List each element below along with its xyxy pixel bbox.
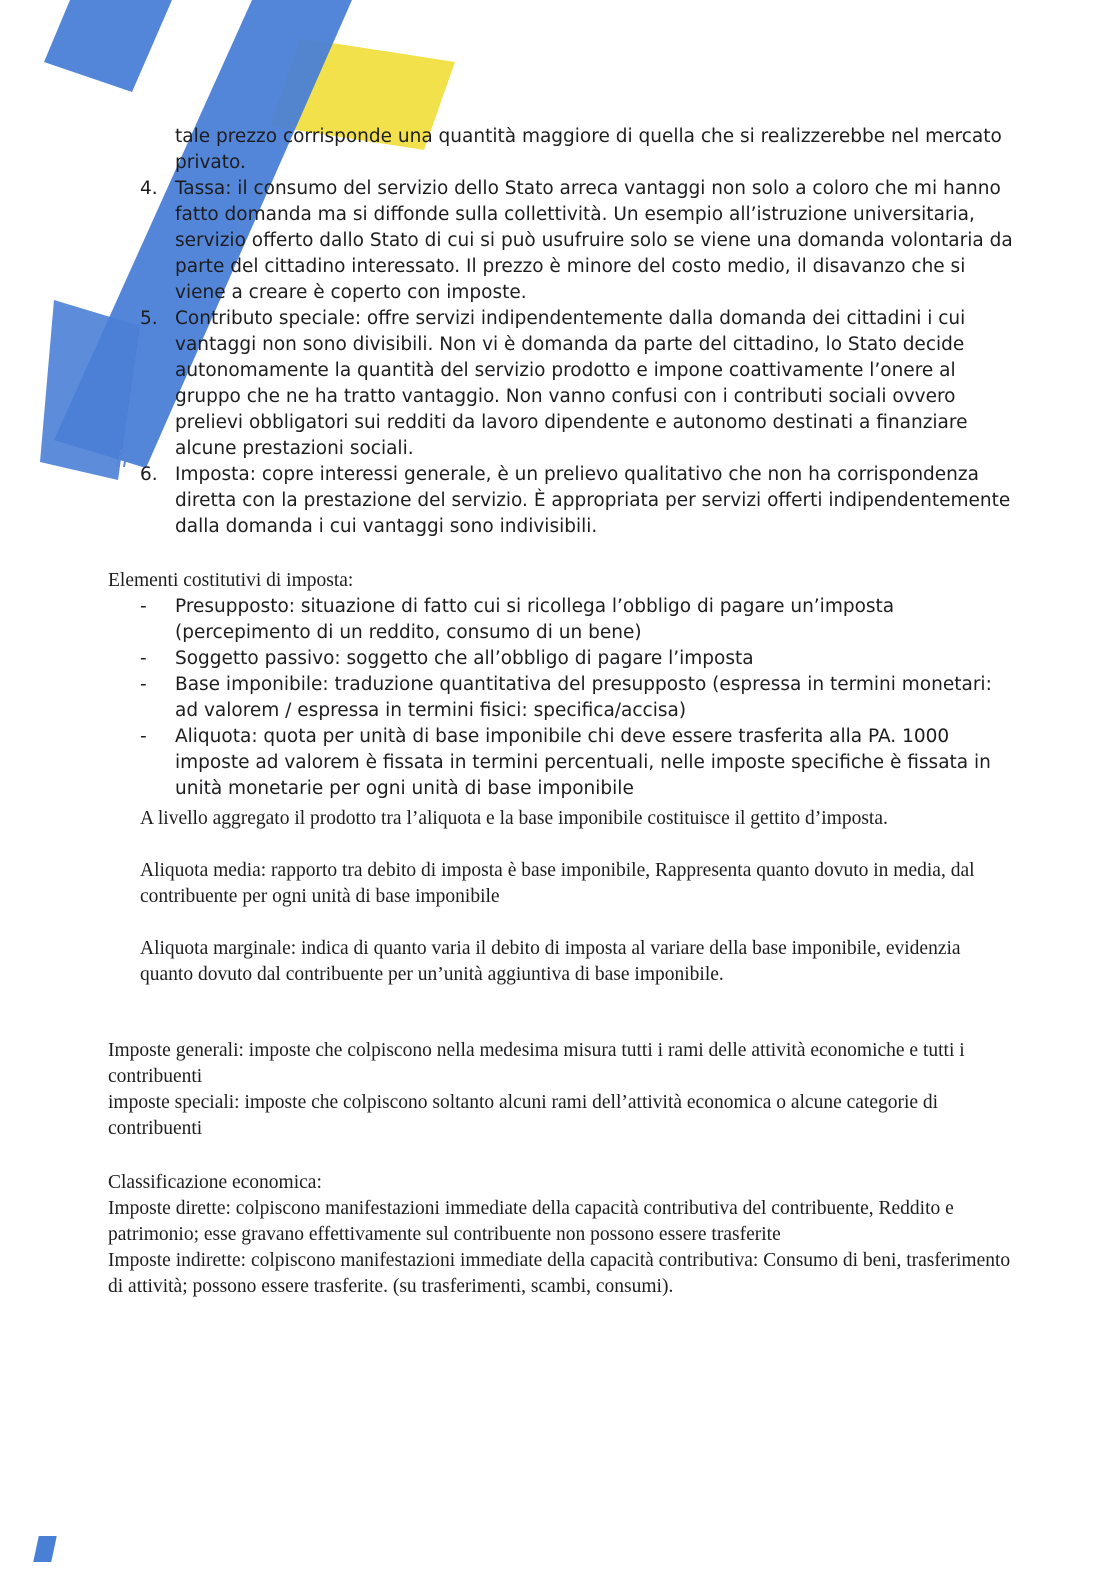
paragraph-aliquota-media: Aliquota media: rapporto tra debito di imposta è base imponibile, Rappresenta quanto dovuto in media, dal contribuente per ogni unità di base imponibile	[140, 860, 975, 907]
list-item	[140, 176, 1013, 306]
bullet-item	[140, 646, 1013, 672]
elements-bullet-list	[108, 594, 1013, 802]
list-item-number: 4.	[140, 178, 158, 199]
bullet-dash: -	[140, 674, 147, 695]
list-item-text: Imposta: copre interessi generale, è un prelievo qualitativo che non ha corrispondenza diretta con la prestazione del servizio. È appropriata per servizi offerti indipendentemente dalla domanda i cui vantaggi sono indivisibili.	[175, 464, 1011, 537]
watermark-blue-band-top	[44, 0, 172, 92]
spacer	[108, 910, 1013, 936]
spacer	[108, 832, 1013, 858]
paragraph-imposte-generali: Imposte generali: imposte che colpiscono nella medesima misura tutti i rami delle attività economiche e tutti i contribuenti	[108, 1040, 965, 1087]
bullet-item	[140, 672, 1013, 724]
section-heading-classificazione: Classificazione economica:	[108, 1172, 322, 1193]
list-item-number: 5.	[140, 308, 158, 329]
spacer	[108, 540, 1013, 568]
bullet-text: Aliquota: quota per unità di base imponibile chi deve essere trasferita alla PA. 1000 imposte ad valorem è fissata in termini percentuali, nelle imposte specifiche è fissata in unità monetarie per ogni unità di base imponibile	[175, 726, 991, 799]
bullet-dash: -	[140, 648, 147, 669]
paragraph-imposte-dirette: Imposte dirette: colpiscono manifestazioni immediate della capacità contributiva del contribuente, Reddito e patrimonio; esse gravano effettivamente sul contribuente non possono essere trasferite	[108, 1198, 954, 1245]
paragraph-imposte-indirette: Imposte indirette: colpiscono manifestazioni immediate della capacità contributiva: Consumo di beni, trasferimento di attività; possono essere trasferite. (su trasferimenti, scambi, consumi).	[108, 1250, 1011, 1297]
bullet-item	[140, 594, 1013, 646]
list-item-text: Contributo speciale: offre servizi indipendentemente dalla domanda dei cittadini i cui vantaggi non sono divisibili. Non vi è domanda da parte del cittadino, lo Stato decide autonomamente la quantità del servizio prodotto e impone coattivamente l’onere al gruppo che ne ha tratto vantaggio. Non vanno confusi con i contributi sociali ovvero prelievi obbligatori sui redditi da lavoro dipendente e autonomo destinati a finanziare alcune prestazioni sociali.	[175, 308, 968, 459]
section-heading-elementi: Elementi costitutivi di imposta:	[108, 570, 354, 591]
bullet-dash: -	[140, 726, 147, 747]
bullet-text: Presupposto: situazione di fatto cui si ricollega l’obbligo di pagare un’imposta (percepimento di un reddito, consumo di un bene)	[175, 596, 895, 643]
page-bottom-mark	[33, 1536, 57, 1562]
paragraph-aliquota-marginale: Aliquota marginale: indica di quanto varia il debito di imposta al variare della base imponibile, evidenzia quanto dovuto dal contribuente per un’unità aggiuntiva di base imponibile.	[140, 938, 961, 985]
watermark-tagline-fragment: il	[116, 448, 129, 473]
bullet-item	[140, 724, 1013, 802]
paragraph-aggregate-note: A livello aggregato il prodotto tra l’aliquota e la base imponibile costituisce il gettito d’imposta.	[140, 808, 888, 829]
list-item-number: 6.	[140, 464, 158, 485]
paragraph-imposte-speciali: imposte speciali: imposte che colpiscono soltanto alcuni rami dell’attività economica o alcune categorie di contribuenti	[108, 1092, 939, 1139]
page-content	[108, 124, 1013, 1300]
spacer	[108, 988, 1013, 1038]
bullet-dash: -	[140, 596, 147, 617]
tax-types-list	[108, 176, 1013, 540]
spacer	[108, 1142, 1013, 1170]
paragraph-continuation: tale prezzo corrisponde una quantità maggiore di quella che si realizzerebbe nel mercato privato.	[175, 126, 1002, 173]
bullet-text: Soggetto passivo: soggetto che all’obbligo di pagare l’imposta	[175, 648, 754, 669]
list-item	[140, 462, 1013, 540]
bullet-text: Base imponibile: traduzione quantitativa del presupposto (espressa in termini monetari: ad valorem / espressa in termini fisici: specifica/accisa)	[175, 674, 992, 721]
list-item-text: Tassa: il consumo del servizio dello Stato arreca vantaggi non solo a coloro che mi hanno fatto domanda ma si diffonde sulla collettività. Un esempio all’istruzione universitaria, servizio offerto dallo Stato di cui si può usufruire solo se viene una domanda volontaria da parte del cittadino interessato. Il prezzo è minore del costo medio, il disavanzo che si viene a creare è coperto con imposte.	[175, 178, 1013, 303]
list-item	[140, 306, 1013, 462]
